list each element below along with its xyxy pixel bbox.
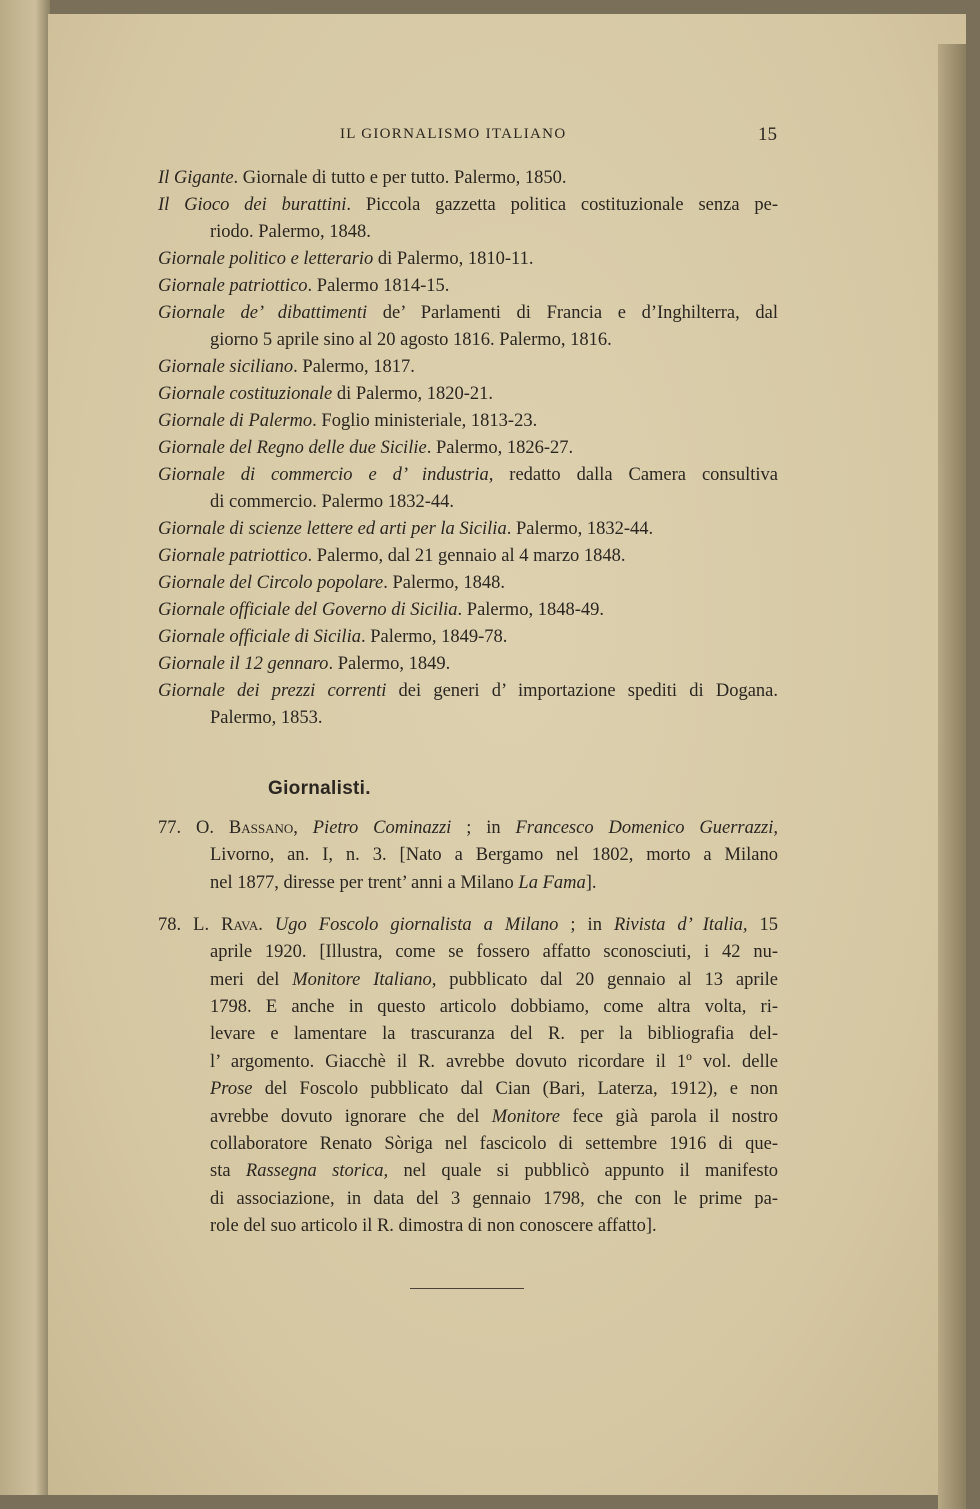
bibliography-entry-line bbox=[210, 873, 778, 894]
text-segment: de’ Parlamenti di Francia e d’Inghilterra, dal bbox=[367, 303, 778, 323]
italic-title: Francesco Domenico Guerrazzi, bbox=[515, 818, 779, 838]
facing-page-edge bbox=[0, 0, 50, 1495]
italic-title: Giornale del Circolo popolare bbox=[158, 573, 384, 593]
text-segment: dei generi d’ importazione spediti di Dogana. bbox=[386, 681, 778, 701]
list-entry-line bbox=[158, 627, 778, 648]
bibliography-entry-line bbox=[210, 1134, 778, 1155]
text-segment: ; in bbox=[558, 914, 614, 935]
bibliography-entry-line bbox=[210, 1161, 778, 1182]
text-segment: role del suo articolo il R. dimostra di non conoscere affatto]. bbox=[210, 1216, 657, 1237]
italic-title: Ugo Foscolo giornalista a Milano bbox=[274, 914, 559, 935]
italic-title: Giornale il 12 gennaro bbox=[158, 654, 329, 674]
list-entry-line bbox=[158, 519, 778, 540]
text-segment: . bbox=[258, 914, 275, 935]
text-segment: riodo. Palermo, 1848. bbox=[210, 222, 371, 242]
list-entry-line bbox=[158, 168, 778, 189]
text-segment: di commercio. Palermo 1832-44. bbox=[210, 492, 455, 512]
italic-title: Pietro Cominazzi bbox=[312, 818, 452, 838]
bibliography-entry-line bbox=[210, 997, 778, 1018]
italic-title: Giornale politico e letterario bbox=[158, 249, 374, 269]
italic-title: Monitore Italiano, bbox=[292, 969, 437, 990]
text-segment: . Foglio ministeriale, 1813-23. bbox=[312, 411, 538, 431]
list-entry-line bbox=[210, 492, 778, 513]
section-heading: Giornalisti. bbox=[268, 778, 371, 799]
bibliography-entry-line bbox=[210, 1107, 778, 1128]
text-segment: , bbox=[293, 818, 313, 838]
page-number: 15 bbox=[758, 124, 777, 145]
italic-title: Monitore bbox=[491, 1106, 560, 1127]
text-segment: nel 1877, diresse per trent’ anni a Milano bbox=[210, 872, 519, 893]
running-header bbox=[0, 126, 980, 150]
bibliography-entry-line bbox=[210, 845, 778, 866]
page-edge bbox=[938, 44, 966, 1509]
text-segment: levare e lamentare la trascuranza del R. per la bibliografia del- bbox=[210, 1024, 778, 1045]
list-entry-line bbox=[210, 708, 778, 729]
text-segment: . Palermo, 1848. bbox=[383, 573, 506, 593]
list-entry-line bbox=[158, 249, 778, 270]
text-segment: pubblicato dal 20 gennaio al 13 aprile bbox=[436, 969, 778, 990]
italic-title: Giornale de’ dibattimenti bbox=[158, 303, 368, 323]
text-segment: ]. bbox=[585, 872, 597, 893]
running-title: IL GIORNALISMO ITALIANO bbox=[340, 126, 567, 142]
bibliography-entry-line bbox=[210, 1052, 778, 1073]
list-entry-line bbox=[158, 654, 778, 675]
text-segment: . Giornale di tutto e per tutto. Palermo, 1850. bbox=[233, 168, 567, 188]
italic-title: Giornale dei prezzi correnti bbox=[158, 681, 387, 701]
list-entry-line bbox=[158, 573, 778, 594]
list-entry-line bbox=[210, 222, 778, 243]
text-segment: di Palermo, 1810-11. bbox=[373, 249, 534, 269]
bibliography-entry-line bbox=[210, 970, 778, 991]
text-segment: aprile 1920. [Illustra, come se fossero affatto sconosciuti, i 42 nu- bbox=[210, 942, 778, 963]
italic-title: Giornale di Palermo bbox=[158, 411, 313, 431]
text-segment: l’ argomento. Giacchè il R. avrebbe dovuto ricordare il 1º vol. delle bbox=[210, 1051, 778, 1072]
italic-title: Giornale di scienze lettere ed arti per la Sicilia bbox=[158, 519, 507, 539]
text-segment: . Palermo, dal 21 gennaio al 4 marzo 1848. bbox=[307, 546, 626, 566]
italic-title: Prose bbox=[210, 1079, 253, 1100]
list-entry-line bbox=[158, 411, 778, 432]
list-entry-line bbox=[158, 600, 778, 621]
text-segment: avrebbe dovuto ignorare che del bbox=[210, 1106, 492, 1127]
italic-title: Rivista d’ Italia, bbox=[613, 914, 748, 935]
italic-title: Giornale patriottico bbox=[158, 276, 308, 296]
list-entry-line bbox=[158, 384, 778, 405]
text-segment: ; in bbox=[451, 818, 516, 838]
text-segment: . Piccola gazzetta politica costituzionale senza pe- bbox=[346, 195, 779, 215]
text-segment: . Palermo, 1849-78. bbox=[360, 627, 508, 647]
italic-title: Giornale officiale di Sicilia bbox=[158, 627, 361, 647]
bibliography-entry-line bbox=[158, 818, 778, 839]
bibliography-entry-line bbox=[210, 1079, 778, 1100]
text-segment: giorno 5 aprile sino al 20 agosto 1816. Palermo, 1816. bbox=[210, 330, 612, 350]
text-segment: redatto dalla Camera consultiva bbox=[493, 465, 778, 485]
italic-title: La Fama bbox=[518, 872, 586, 893]
text-segment: di Palermo, 1820-21. bbox=[332, 384, 494, 404]
italic-title: Giornale patriottico bbox=[158, 546, 308, 566]
italic-title: Il Gioco dei burattini bbox=[158, 195, 347, 215]
text-segment: meri del bbox=[210, 969, 293, 990]
text-segment: 1798. E anche in questo articolo dobbiamo, come altra volta, ri- bbox=[210, 996, 778, 1017]
list-entry-line bbox=[158, 303, 778, 324]
italic-title: Giornale di commercio e d’ industria, bbox=[158, 465, 494, 485]
italic-title: Il Gigante bbox=[158, 168, 234, 188]
list-entry-line bbox=[158, 276, 778, 297]
italic-title: Giornale siciliano bbox=[158, 357, 294, 377]
author-name: Bassano bbox=[228, 818, 294, 838]
text-segment: 78. L. bbox=[158, 914, 222, 935]
text-segment: Palermo, 1853. bbox=[210, 708, 323, 728]
list-entry-line bbox=[158, 681, 778, 702]
italic-title: Giornale officiale del Governo di Sicilia bbox=[158, 600, 458, 620]
text-segment: . Palermo, 1826-27. bbox=[426, 438, 574, 458]
text-segment: . Palermo, 1817. bbox=[293, 357, 415, 377]
closing-rule bbox=[410, 1288, 524, 1289]
text-segment: del Foscolo pubblicato dal Cian (Bari, Laterza, 1912), e non bbox=[252, 1079, 778, 1100]
text-segment: fece già parola il nostro bbox=[559, 1106, 778, 1127]
list-entry-line bbox=[158, 357, 778, 378]
text-segment: 15 bbox=[747, 914, 779, 935]
text-segment: . Palermo, 1849. bbox=[328, 654, 451, 674]
author-name: Rava bbox=[221, 914, 259, 935]
italic-title: Rassegna storica, bbox=[245, 1161, 389, 1182]
italic-title: Giornale del Regno delle due Sicilie bbox=[158, 438, 427, 458]
italic-title: Giornale costituzionale bbox=[158, 384, 333, 404]
bibliography-entry-line bbox=[210, 942, 778, 963]
text-segment: di associazione, in data del 3 gennaio 1798, che con le prime pa- bbox=[210, 1188, 778, 1209]
list-entry-line bbox=[158, 438, 778, 459]
text-segment: . Palermo, 1832-44. bbox=[506, 519, 654, 539]
list-entry-line bbox=[158, 465, 778, 486]
list-entry-line bbox=[158, 195, 778, 216]
text-segment: collaboratore Renato Sòriga nel fascicolo di settembre 1916 di que- bbox=[210, 1133, 778, 1154]
bibliography-entry-line bbox=[210, 1189, 778, 1210]
bibliography-entry-line bbox=[210, 1216, 778, 1237]
list-entry-line bbox=[158, 546, 778, 567]
bibliography-entry-line bbox=[210, 1024, 778, 1045]
list-entry-line bbox=[210, 330, 778, 351]
text-segment: nel quale si pubblicò appunto il manifesto bbox=[388, 1161, 779, 1182]
text-segment: . Palermo 1814-15. bbox=[307, 276, 450, 296]
text-segment: 77. O. bbox=[158, 818, 229, 838]
text-segment: sta bbox=[210, 1161, 246, 1182]
text-segment: Livorno, an. I, n. 3. [Nato a Bergamo nel 1802, morto a Milano bbox=[210, 845, 778, 866]
bibliography-entry-line bbox=[158, 915, 778, 936]
text-segment: . Palermo, 1848-49. bbox=[457, 600, 604, 620]
